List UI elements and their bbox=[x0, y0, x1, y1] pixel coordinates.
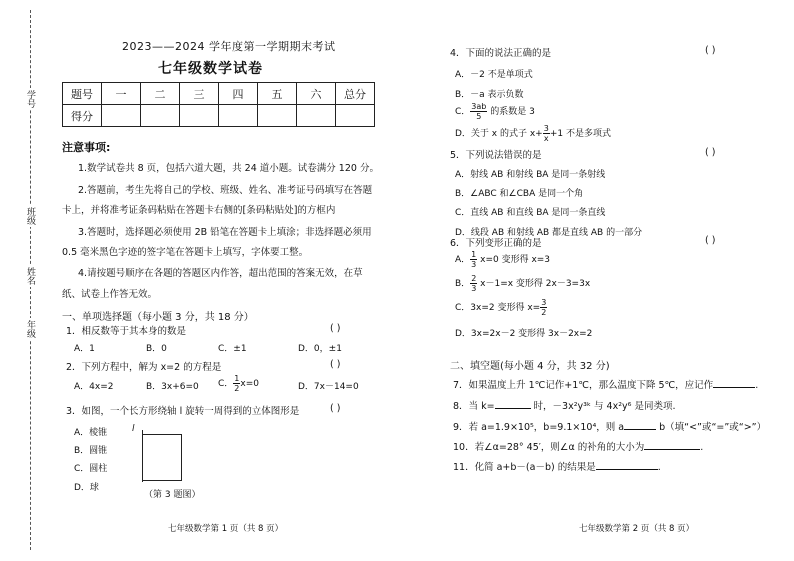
notice-line: 纸、试卷上作答无效。 bbox=[62, 289, 158, 300]
q5-option-a: A．射线 AB 和射线 BA 是同一条射线 bbox=[455, 170, 606, 180]
question-9: 9．若 a=1.9×10⁵，b=9.1×10⁴，则 a b（填“<”或“=”或“>”） bbox=[453, 422, 767, 433]
question-6-stem: 6．下列变形正确的是 bbox=[450, 238, 542, 249]
question-10: 10．若∠α=28° 45′，则∠α 的补角的大小为 . bbox=[453, 442, 704, 453]
score-cell: 五 bbox=[258, 83, 297, 105]
fraction: $\frac{3ab}{5}$ bbox=[471, 102, 487, 121]
score-input-cell[interactable] bbox=[180, 105, 219, 127]
q2-option-a: A．4x=2 bbox=[74, 382, 114, 392]
exam-title: 2023——2024 学年度第一学期期末考试 bbox=[122, 40, 336, 53]
notice-line: 0.5 毫米黑色字迹的签字笔在答题卡上填写，字体要工整。 bbox=[62, 247, 309, 258]
question-8: 8．当 k= 时，－3x²y³ᵏ 与 4x²y⁶ 是同类项. bbox=[453, 401, 676, 412]
q5-option-d: D．线段 AB 和射线 AB 都是直线 AB 的一部分 bbox=[455, 228, 643, 238]
question-1-stem: 1．相反数等于其本身的数是 bbox=[66, 326, 187, 337]
answer-paren[interactable]: ( ) bbox=[330, 403, 341, 414]
notice-line: 1.数学试卷共 8 页，包括六道大题，共 24 道小题。试卷满分 120 分。 bbox=[78, 163, 379, 174]
answer-paren[interactable]: ( ) bbox=[330, 323, 341, 334]
q3-option-c: C．圆柱 bbox=[74, 464, 108, 474]
question-4-stem: 4．下面的说法正确的是 bbox=[450, 48, 552, 59]
score-table-header-row bbox=[63, 83, 375, 105]
answer-blank[interactable] bbox=[644, 449, 700, 450]
answer-blank[interactable] bbox=[713, 387, 755, 388]
question-2-stem: 2．下列方程中，解为 x=2 的方程是 bbox=[66, 362, 222, 373]
rectangle-figure bbox=[142, 434, 182, 481]
page-footer: 七年级数学第 1 页（共 8 页） bbox=[168, 524, 284, 534]
notice-line: 2.答题前，考生先将自己的学校、班级、姓名、准考证号码填写在答题 bbox=[78, 185, 373, 196]
notice-heading: 注意事项: bbox=[62, 141, 111, 154]
q6-option-c: C．3x=2 变形得 x= $\frac{3}{2}$ bbox=[455, 298, 547, 317]
figure-caption: （第 3 题图） bbox=[144, 490, 201, 500]
q3-option-a: A．棱锥 bbox=[74, 428, 108, 438]
q2-option-d: D．7x－14=0 bbox=[298, 382, 359, 392]
question-7: 7．如果温度上升 1℃记作+1℃，那么温度下降 5℃，应记作 . bbox=[453, 380, 759, 391]
q1-option-b: B．0 bbox=[146, 344, 167, 354]
section1-heading: 一、单项选择题（每小题 3 分，共 18 分） bbox=[62, 312, 254, 323]
fraction: $\frac{1}{3}$ bbox=[471, 250, 477, 269]
score-cell: 四 bbox=[219, 83, 258, 105]
answer-paren[interactable]: ( ) bbox=[330, 359, 341, 370]
score-input-cell[interactable] bbox=[219, 105, 258, 127]
q4-option-d: D．关于 x 的式子 x+ $\frac{3}{x}$ +1 不是多项式 bbox=[455, 124, 611, 143]
q5-option-c: C．直线 AB 和直线 BA 是同一条直线 bbox=[455, 208, 606, 218]
q6-option-b: B． $\frac{2}{3}$ x－1=x 变形得 2x－3=3x bbox=[455, 274, 591, 293]
q1-option-a: A．1 bbox=[74, 344, 95, 354]
binding-margin bbox=[0, 0, 44, 561]
answer-paren[interactable]: ( ) bbox=[705, 147, 716, 158]
score-input-cell[interactable] bbox=[141, 105, 180, 127]
q1-option-d: D．0，±1 bbox=[298, 344, 342, 354]
q3-option-b: B．圆锥 bbox=[74, 446, 108, 456]
fraction: $\frac{1}{2}$ bbox=[234, 374, 240, 393]
answer-paren[interactable]: ( ) bbox=[705, 45, 716, 56]
q4-option-b: B．－a 表示负数 bbox=[455, 90, 524, 100]
score-input-cell[interactable] bbox=[297, 105, 336, 127]
fraction: $\frac{3}{2}$ bbox=[541, 298, 547, 317]
binding-label-name: 姓名 bbox=[25, 267, 35, 285]
answer-paren[interactable]: ( ) bbox=[705, 235, 716, 246]
score-input-cell[interactable] bbox=[102, 105, 141, 127]
score-cell: 总分 bbox=[336, 83, 375, 105]
score-cell: 题号 bbox=[63, 83, 102, 105]
score-cell: 得分 bbox=[63, 105, 102, 127]
q3-option-d: D．球 bbox=[74, 483, 99, 493]
answer-blank[interactable] bbox=[624, 429, 656, 430]
score-table-score-row bbox=[63, 105, 375, 127]
binding-label-grade: 年级 bbox=[25, 320, 35, 338]
exam-page-2 bbox=[397, 0, 794, 561]
binding-label-student-id: 学号 bbox=[25, 90, 35, 108]
q6-option-d: D．3x=2x－2 变形得 3x－2x=2 bbox=[455, 329, 593, 339]
axis-label: l bbox=[132, 424, 135, 434]
question-5-stem: 5．下列说法错误的是 bbox=[450, 150, 542, 161]
notice-line: 4.请按题号顺序在各题的答题区内作答，超出范围的答案无效，在草 bbox=[78, 268, 363, 279]
q5-option-b: B．∠ABC 和∠CBA 是同一个角 bbox=[455, 189, 584, 199]
score-input-cell[interactable] bbox=[258, 105, 297, 127]
score-cell: 六 bbox=[297, 83, 336, 105]
score-cell: 一 bbox=[102, 83, 141, 105]
q1-option-c: C．±1 bbox=[218, 344, 247, 354]
notice-line: 卡上，并将准考证条码粘贴在答题卡右侧的[条码粘贴处]的方框内 bbox=[62, 205, 336, 216]
score-table bbox=[62, 82, 375, 127]
exam-subtitle: 七年级数学试卷 bbox=[158, 61, 263, 77]
score-cell: 二 bbox=[141, 83, 180, 105]
section2-heading: 二、填空题(每小题 4 分，共 32 分) bbox=[450, 361, 610, 372]
question-3-stem: 3．如图，一个长方形绕轴 l 旋转一周得到的立体图形是 bbox=[66, 406, 300, 417]
fraction: $\frac{3}{x}$ bbox=[543, 124, 549, 143]
q4-option-c: C． $\frac{3ab}{5}$ 的系数是 3 bbox=[455, 102, 535, 121]
question-11: 11．化简 a+b－(a－b) 的结果是 . bbox=[453, 462, 661, 473]
score-input-cell[interactable] bbox=[336, 105, 375, 127]
q2-option-c: C． $\frac{1}{2}$ x=0 bbox=[218, 374, 259, 393]
fraction: $\frac{2}{3}$ bbox=[471, 274, 477, 293]
notice-line: 3.答题时，选择题必须使用 2B 铅笔在答题卡上填涂；非选择题必须用 bbox=[78, 227, 372, 238]
q2-option-b: B．3x+6=0 bbox=[146, 382, 199, 392]
answer-blank[interactable] bbox=[495, 408, 531, 409]
q6-option-a: A． $\frac{1}{3}$ x=0 变形得 x=3 bbox=[455, 250, 551, 269]
score-cell: 三 bbox=[180, 83, 219, 105]
answer-blank[interactable] bbox=[596, 469, 658, 470]
q4-option-a: A．－2 不是单项式 bbox=[455, 70, 533, 80]
binding-label-class: 班级 bbox=[25, 207, 35, 225]
page-footer: 七年级数学第 2 页（共 8 页） bbox=[579, 524, 695, 534]
